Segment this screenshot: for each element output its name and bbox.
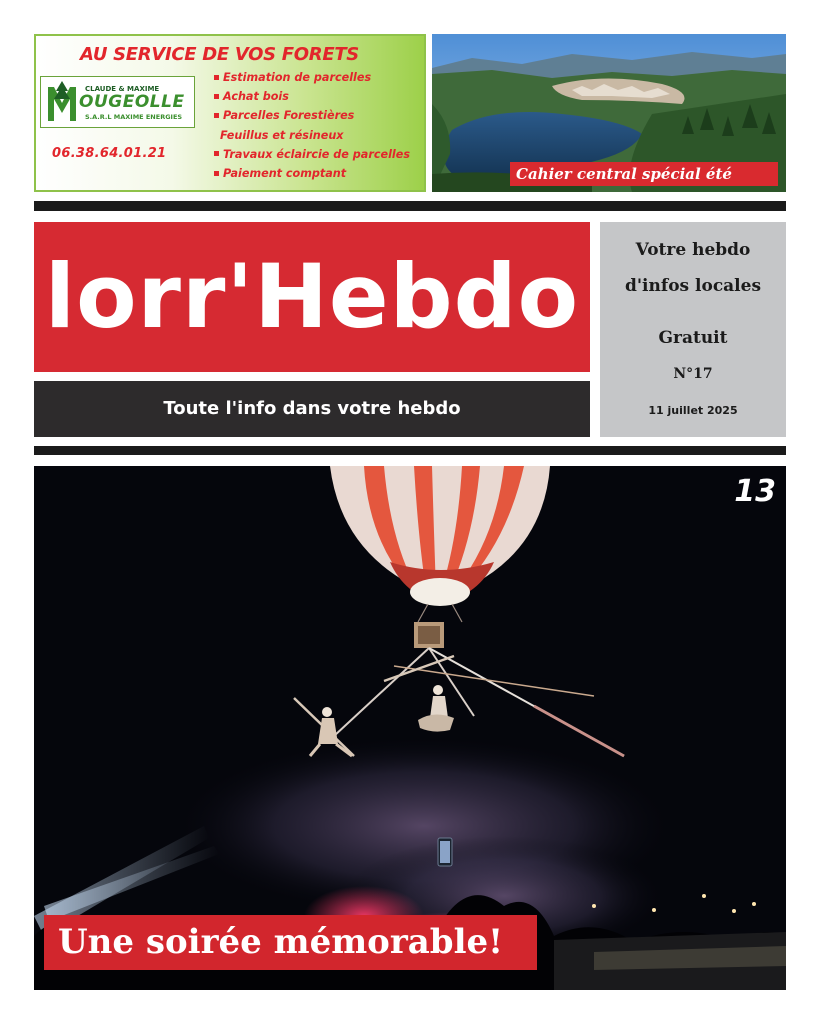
page-number: 13 [734,474,776,509]
list-item: Feuillus et résineux [220,128,344,142]
cover-photo[interactable] [34,466,786,990]
bullet-icon [214,171,219,176]
issue-number: N°17 [673,366,713,382]
ad-title: AU SERVICE DE VOS FORETS [80,44,359,65]
info-line-local: d'infos locales [624,276,762,296]
ad-phone-number[interactable]: 06.38.64.01.21 [52,146,167,161]
issue-date: 11 juillet 2025 [648,404,738,417]
newspaper-title: lorr'Hebdo [44,245,580,348]
top-divider [34,201,786,211]
list-item: Travaux éclaircie de parcelles [214,145,410,164]
list-item: Estimation de parcelles [214,68,410,87]
bullet-icon [214,94,219,99]
list-item: Parcelles Forestières [214,106,410,125]
logo-company-name: S.A.R.L MAXIME ENERGIES [85,113,183,121]
price-label: Gratuit [658,328,728,348]
masthead-brand[interactable] [34,222,590,372]
masthead-tagline: Toute l'info dans votre hebdo [34,381,590,437]
lake-valley-photo[interactable] [432,34,786,192]
list-item: Achat bois [214,87,410,106]
ad-services-list [214,68,410,183]
list-item: Paiement comptant [214,164,410,183]
cover-headline[interactable]: Une soirée mémorable! [44,915,537,970]
summer-supplement-banner[interactable]: Cahier central spécial été [510,162,778,186]
issue-info-box [600,222,786,437]
bullet-icon [214,75,219,80]
logo-brand-name: OUGEOLLE [79,92,185,112]
bottom-divider [34,446,786,455]
info-line-hebdo: Votre hebdo [635,240,751,260]
logo-owner-names: CLAUDE & MAXIME [85,85,160,93]
balloon-acrobats-image [34,466,786,990]
bullet-icon [214,151,219,156]
bullet-icon [214,113,219,118]
forest-services-advertisement[interactable] [34,34,426,192]
tree-m-logo-icon [46,81,78,123]
mougeolle-logo [40,76,195,128]
